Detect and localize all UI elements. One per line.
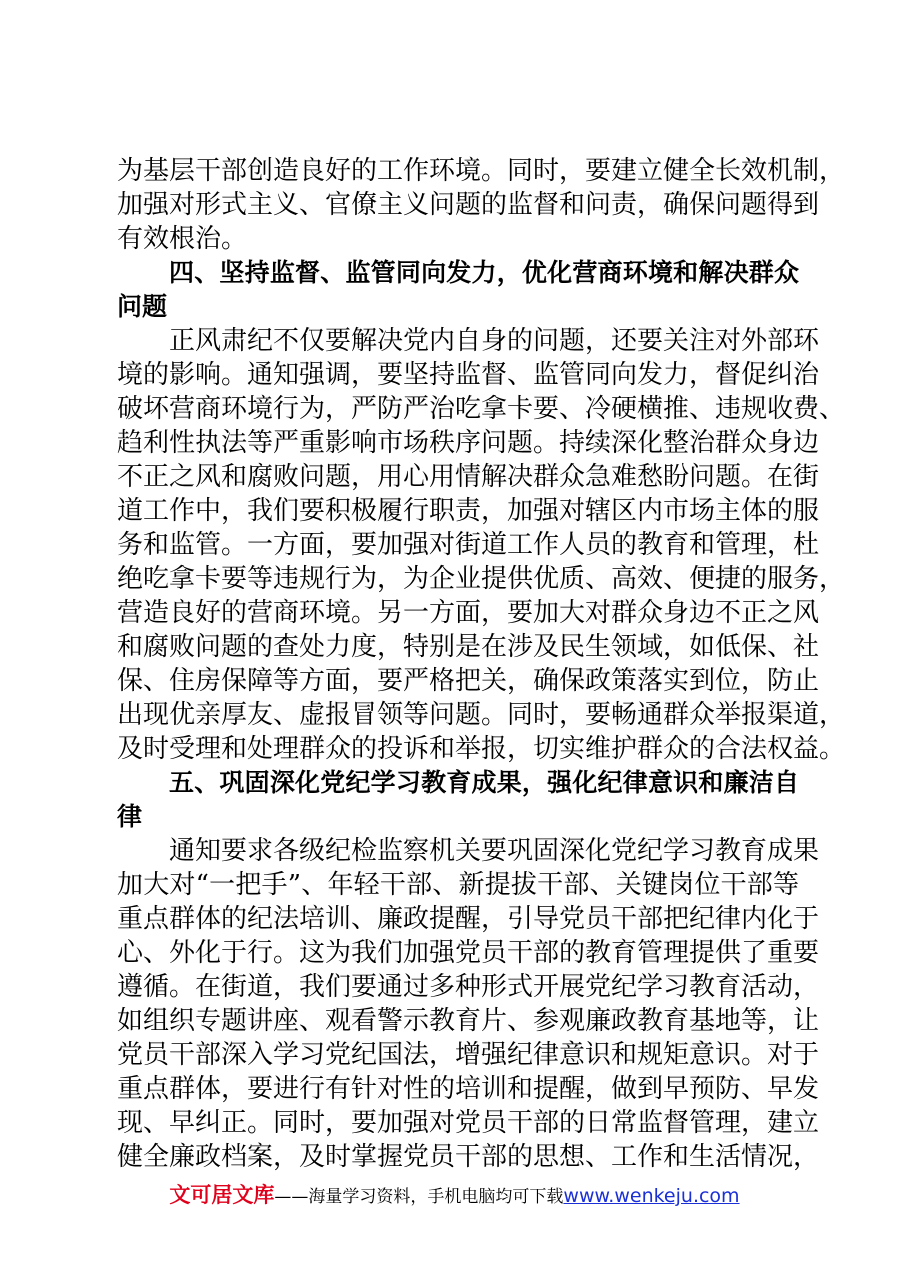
body-text-line: 党员干部深入学习党纪国法，增强纪律意识和规矩意识。对于 (117, 1040, 820, 1070)
body-text-line: 道工作中，我们要积极履行职责，加强对辖区内市场主体的服 (117, 496, 820, 526)
body-text-line: 及时受理和处理群众的投诉和举报，切实维护群众的合法权益。 (117, 734, 846, 764)
section-heading-5: 五、巩固深化党纪学习教育成果，强化纪律意识和廉洁自 (169, 768, 799, 797)
body-text-line: 加强对形式主义、官僚主义问题的监督和问责，确保问题得到 (117, 190, 820, 220)
body-text-line: 重点群体的纪法培训、廉政提醒，引导党员干部把纪律内化于 (117, 904, 820, 934)
body-text-line: 有效根治。 (117, 224, 248, 254)
body-text-line: 出现优亲厚友、虚报冒领等问题。同时，要畅通群众举报渠道， (117, 700, 846, 730)
body-text-line: 健全廉政档案，及时掌握党员干部的思想、工作和生活情况， (117, 1142, 820, 1172)
body-text-line: 现、早纠正。同时，要加强对党员干部的日常监督管理，建立 (117, 1108, 820, 1138)
body-text-line: 遵循。在街道，我们要通过多种形式开展党纪学习教育活动， (117, 972, 820, 1002)
body-text-line: 境的影响。通知强调，要坚持监督、监管同向发力，督促纠治 (117, 360, 820, 390)
body-text-line: 趋利性执法等严重影响市场秩序问题。持续深化整治群众身边 (117, 428, 820, 458)
body-text-line: 正风肃纪不仅要解决党内自身的问题，还要关注对外部环 (169, 326, 820, 356)
body-text-line: 通知要求各级纪检监察机关要巩固深化党纪学习教育成果 (169, 836, 820, 866)
body-text-line: 重点群体，要进行有针对性的培训和提醒，做到早预防、早发 (117, 1074, 820, 1104)
body-text-line: 绝吃拿卡要等违规行为，为企业提供优质、高效、便捷的服务， (117, 564, 846, 594)
footer-website-link[interactable]: www.wenkeju.com (563, 1185, 740, 1207)
body-text-line: 加大对“一把手”、年轻干部、新提拔干部、关键岗位干部等 (117, 870, 799, 900)
section-heading-5-continued: 律 (117, 802, 143, 831)
body-text-line: 心、外化于行。这为我们加强党员干部的教育管理提供了重要 (117, 938, 820, 968)
section-heading-4: 四、坚持监督、监管同向发力，优化营商环境和解决群众 (169, 258, 799, 287)
body-text-line: 保、住房保障等方面，要严格把关，确保政策落实到位，防止 (117, 666, 820, 696)
body-text-line: 如组织专题讲座、观看警示教育片、参观廉政教育基地等，让 (117, 1006, 820, 1036)
footer-tagline: ——海量学习资料，手机电脑均可下载 (274, 1187, 564, 1207)
footer-banner (0, 1177, 909, 1213)
body-text-line: 为基层干部创造良好的工作环境。同时，要建立健全长效机制， (117, 156, 846, 186)
section-heading-4-continued: 问题 (117, 292, 168, 321)
body-text-line: 不正之风和腐败问题，用心用情解决群众急难愁盼问题。在街 (117, 462, 820, 492)
body-text-line: 营造良好的营商环境。另一方面，要加大对群众身边不正之风 (117, 598, 820, 628)
body-text-line: 和腐败问题的查处力度，特别是在涉及民生领域，如低保、社 (117, 632, 820, 662)
body-text-line: 务和监管。一方面，要加强对街道工作人员的教育和管理，杜 (117, 530, 820, 560)
body-text-line: 破坏营商环境行为，严防严治吃拿卡要、冷硬横推、违规收费、 (117, 394, 846, 424)
footer-brand: 文可居文库 (169, 1183, 275, 1207)
